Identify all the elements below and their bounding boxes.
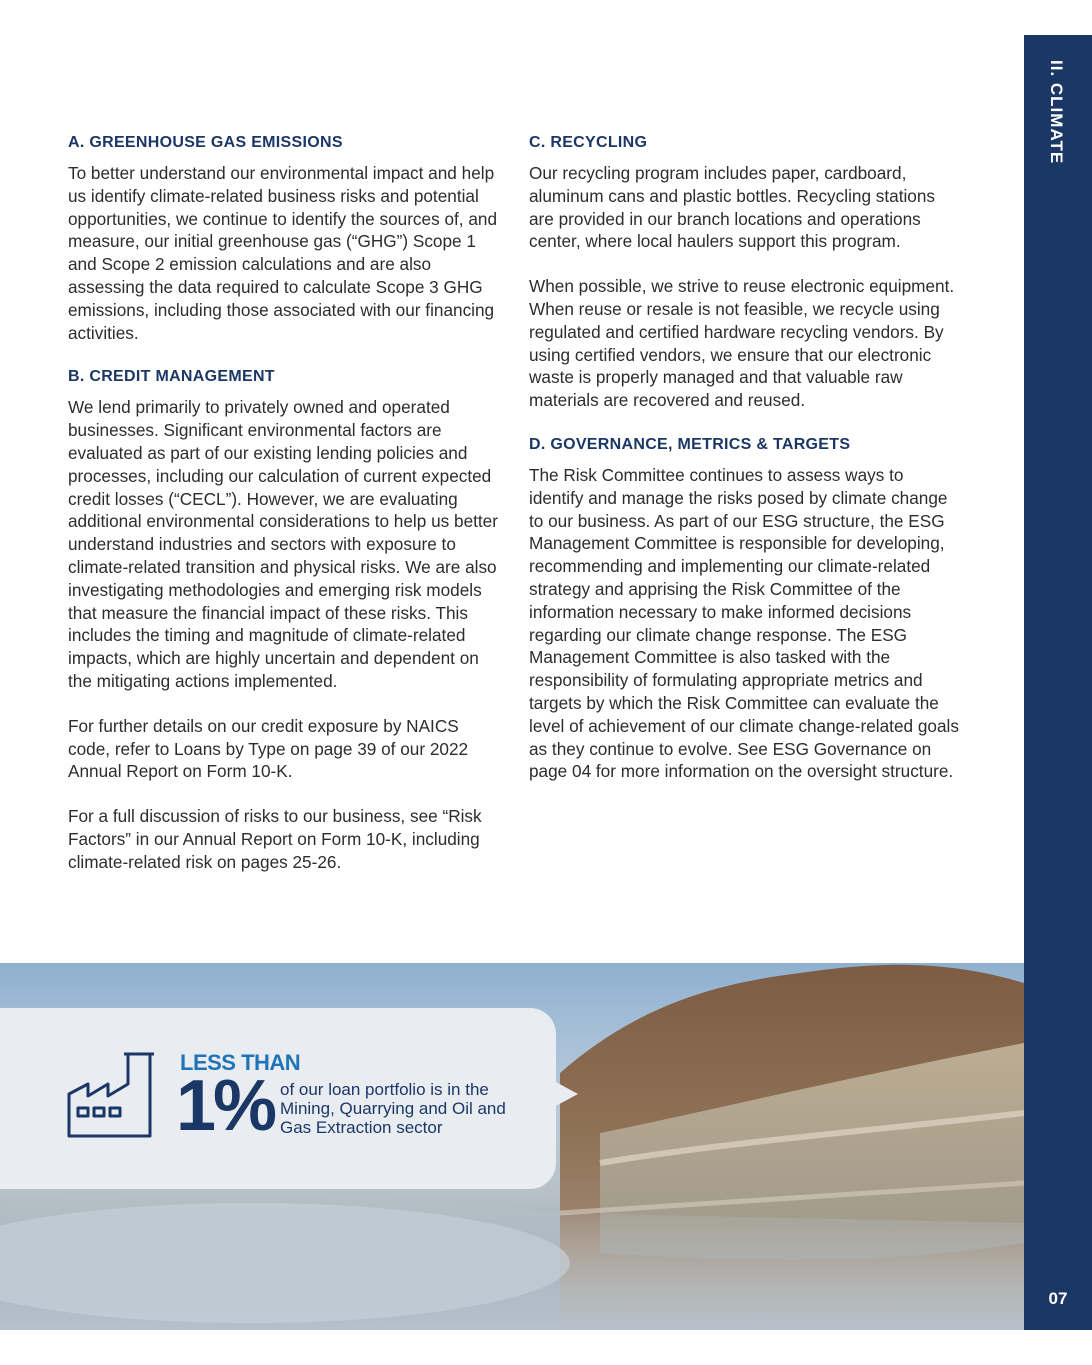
paragraph-greenhouse-gas: To better understand our environmental impact and help us identify climate-related business risks and potential opportunities, we continue to identify the sources of, and measure, our initial greenhouse gas (“GHG”) Scope 1 and Scope 2 emission calculations and are also assessing the data required to calculate Scope 3 GHG emissions, including those associated with our financing activities. [68,163,497,343]
stat-label: LESS THAN [180,1050,301,1075]
paragraph-credit-2: For further details on our credit exposure by NAICS code, refer to Loans by Type on page 39 of our 2022 Annual Report on Form 10-K. [68,715,469,782]
paragraph-recycling-1: Our recycling program includes paper, cardboard, aluminum cans and plastic bottles. Recycling stations are provided in our branch locations and operations center, where local haulers support this program. [529,163,936,252]
factory-icon [66,1052,156,1140]
left-column [68,132,498,874]
right-column [529,132,959,783]
page-number: 07 [1048,1289,1068,1308]
sidebar-band [1024,35,1092,1330]
stat-description: of our loan portfolio is in the Mining, Quarrying and Oil and Gas Extraction sector [280,1080,506,1137]
heading-recycling: C. RECYCLING [529,134,648,151]
stat-value: 1% [176,1066,275,1146]
paragraph-governance: The Risk Committee continues to assess ways to identify and manage the risks posed by climate change to our business. As part of our ESG structure, the ESG Management Committee is responsible for developing, recommending and implementing our climate-related strategy and apprising the Risk Committee of the information necessary to make informed decisions regarding our climate change response. The ESG Management Committee is also tasked with the responsibility of formulating appropriate metrics and targets by which the Risk Committee can evaluate the level of achievement of our climate change-related goals as they continue to evolve. See ESG Governance on page 04 for more information on the oversight structure. [529,464,959,782]
heading-credit-management: B. CREDIT MANAGEMENT [68,368,275,386]
paragraph-credit-1: We lend primarily to privately owned and operated businesses. Significant environmental factors are evaluated as part of our existing lending policies and processes, including our calculation of current expected credit losses (“CECL”). However, we are evaluating additional environmental considerations to help us better understand industries and sectors with exposure to climate-related transition and physical risks. We are also investigating methodologies and emerging risk models that measure the financial impact of these risks. This includes the timing and magnitude of climate-related impacts, which are highly uncertain and dependent on the mitigating actions implemented. [68,397,498,691]
section-label: II. CLIMATE [1047,60,1066,165]
paragraph-credit-3: For a full discussion of risks to our business, see “Risk Factors” in our Annual Report on Form 10-K, including climate-related risk on pages 25-26. [68,806,482,872]
heading-governance: D. GOVERNANCE, METRICS & TARGETS [529,435,851,453]
heading-greenhouse-gas: A. GREENHOUSE GAS EMISSIONS [68,134,343,151]
paragraph-recycling-2: When possible, we strive to reuse electronic equipment. When reuse or resale is not feasible, we recycle using regulated and certified hardware recycling vendors. By using certified vendors, we ensure that our electronic waste is properly managed and that valuable raw materials are recovered and reused. [529,276,955,411]
callout-pointer [552,1080,578,1108]
